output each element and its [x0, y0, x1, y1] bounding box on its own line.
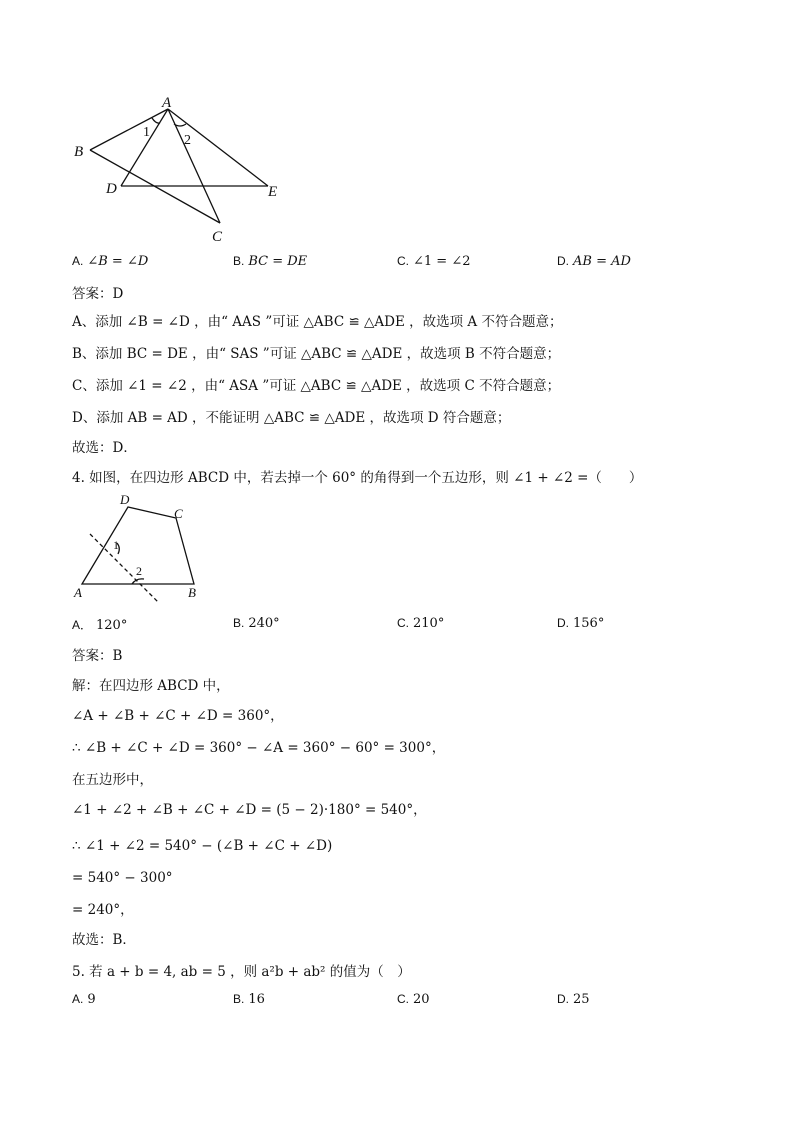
fig2-label-b: B — [188, 585, 196, 600]
fig1-label-a: A — [162, 95, 172, 111]
q3-answer: 答案：D — [72, 286, 124, 302]
figure-quadrilateral — [70, 490, 215, 605]
q4-solution-line-5: ∠1 + ∠2 + ∠B + ∠C + ∠D = (5 − 2)·180° = 540°， — [72, 802, 427, 818]
q3-explanation-c: C、添加 ∠1 = ∠2 ，由“ ASA ”可证 △ABC ≌ △ADE ，故选项 C 不符合题意； — [72, 378, 561, 394]
q4-conclusion: 故选：B． — [72, 932, 136, 948]
q3-option-a: A. ∠B = ∠D — [72, 254, 149, 269]
q4-option-b: B. 240° — [233, 616, 280, 631]
q5-option-c: C. 20 — [397, 992, 430, 1007]
fig2-label-2: 2 — [136, 564, 142, 578]
q4-stem: 4. 如图，在四边形 ABCD 中，若去掉一个 60° 的角得到一个五边形，则 ∠1 + ∠2 =（ ） — [72, 470, 643, 486]
q5-stem: 5. 若 a + b = 4, ab = 5 ，则 a²b + ab² 的值为（ ） — [72, 964, 411, 980]
q4-solution-line-4: 在五边形中， — [72, 772, 153, 788]
fig1-label-c: C — [212, 229, 223, 244]
fig2-label-c: C — [174, 506, 183, 521]
q4-solution-line-3: ∴ ∠B + ∠C + ∠D = 360° − ∠A = 360° − 60° = 300°， — [72, 740, 446, 756]
q4-option-a: A． 120° — [72, 618, 128, 633]
q3-option-d: D. AB = AD — [557, 254, 631, 269]
fig2-label-d: D — [120, 492, 130, 507]
q4-option-c: C. 210° — [397, 616, 445, 631]
q4-solution-line-1: 解：在四边形 ABCD 中， — [72, 678, 230, 694]
fig2-label-a: A — [74, 585, 82, 600]
q5-option-d: D. 25 — [557, 992, 590, 1007]
q3-explanation-d: D、添加 AB = AD ，不能证明 △ABC ≌ △ADE ，故选项 D 符合题意； — [72, 410, 511, 426]
fig1-label-1: 1 — [143, 125, 150, 140]
q3-option-c: C. ∠1 = ∠2 — [397, 254, 471, 269]
q3-conclusion: 故选：D． — [72, 440, 137, 456]
q4-option-d: D. 156° — [557, 616, 605, 631]
fig1-label-e: E — [268, 184, 278, 200]
fig2-label-1: 1 — [113, 538, 119, 552]
q5-option-b: B. 16 — [233, 992, 265, 1007]
q3-option-b: B. BC = DE — [233, 254, 308, 269]
q4-answer: 答案：B — [72, 648, 123, 664]
figure-triangles — [70, 92, 290, 244]
q4-solution-line-8: = 240°， — [72, 902, 134, 918]
fig1-label-d: D — [106, 181, 117, 197]
q5-option-a: A. 9 — [72, 992, 96, 1007]
q4-solution-line-7: = 540° − 300° — [72, 870, 173, 886]
fig1-label-b: B — [74, 144, 84, 160]
q3-explanation-a: A、添加 ∠B = ∠D ，由“ AAS ”可证 △ABC ≌ △ADE ，故选项 A 不符合题意； — [72, 314, 563, 330]
q4-solution-line-6: ∴ ∠1 + ∠2 = 540° − (∠B + ∠C + ∠D) — [72, 838, 333, 854]
fig1-label-2: 2 — [184, 133, 191, 148]
q4-solution-line-2: ∠A + ∠B + ∠C + ∠D = 360°， — [72, 708, 284, 724]
q3-explanation-b: B、添加 BC = DE ，由“ SAS ”可证 △ABC ≌ △ADE ，故选项 B 不符合题意； — [72, 346, 561, 362]
